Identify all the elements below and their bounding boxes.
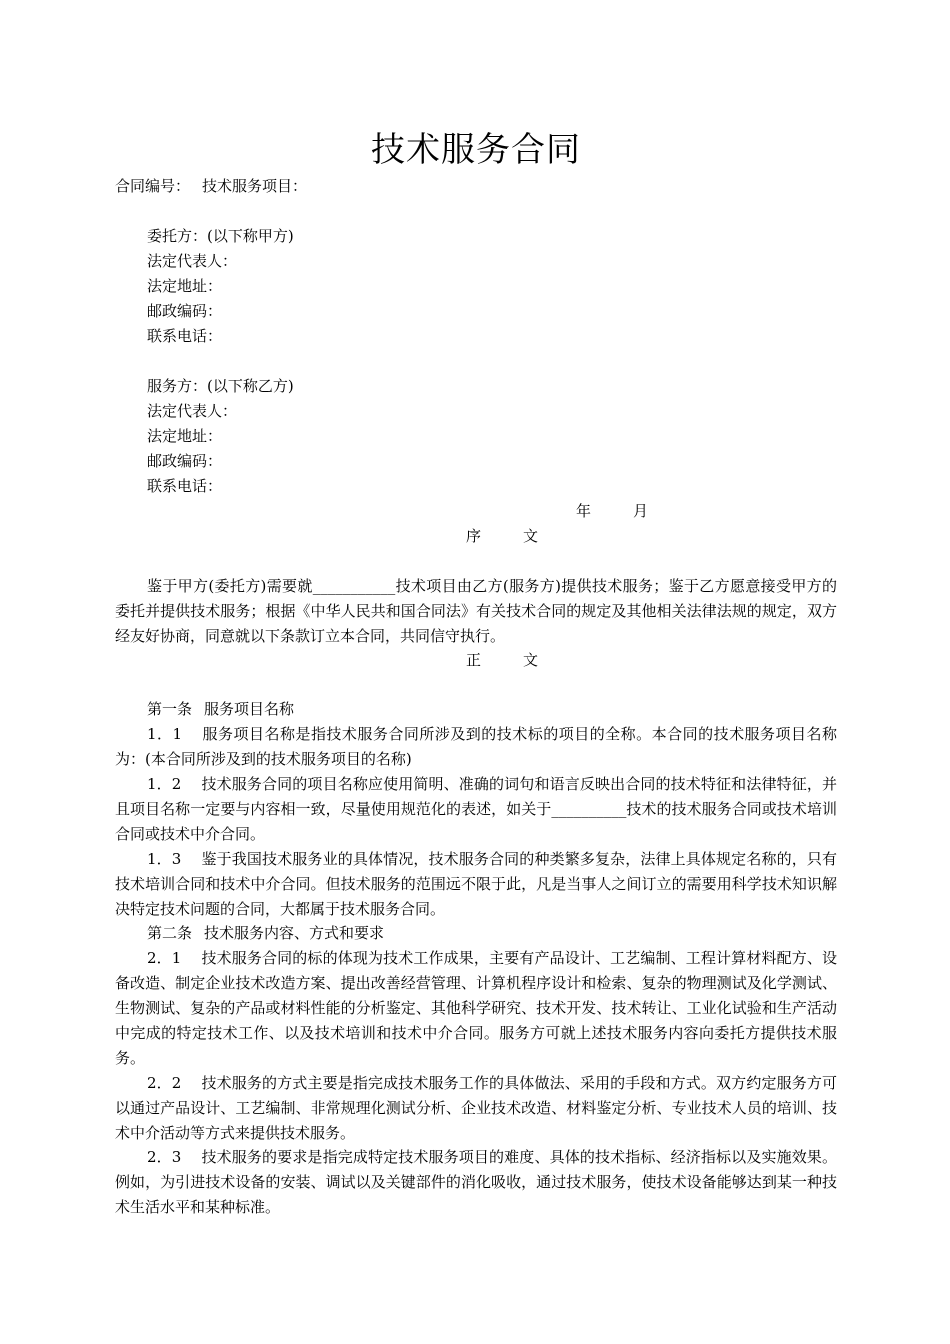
clause-2-3-text: 技术服务的要求是指完成特定技术服务项目的难度、具体的技术指标、经济指标以及实施效果。例如，为引进技术设备的安装、调试以及关键部件的消化吸收，通过技术服务，使技术设备能够达到某一种技术生活水平和某种标准。 [115, 1148, 837, 1216]
body-heading-char2: 文 [523, 651, 539, 669]
contract-no-label: 合同编号： [115, 177, 191, 195]
clause-1-3-no: 1．3 [147, 850, 182, 868]
clause-1-1-text: 服务项目名称是指技术服务合同所涉及到的技术标的项目的全称。本合同的技术服务项目名称为：(本合同所涉及到的技术服务项目的名称) [115, 725, 837, 768]
clause-1-3-text: 鉴于我国技术服务业的具体情况，技术服务合同的种类繁多复杂，法律上具体规定名称的，只有技术培训合同和技术中介合同。但技术服务的范围远不限于此，凡是当事人之间订立的需要用科学技术知识解决特定技术问题的合同，大都属于技术服务合同。 [115, 850, 837, 918]
party-b-address: 法定地址： [147, 427, 223, 445]
clause-1-1 [115, 722, 837, 772]
article-2-no: 第二条 [147, 924, 193, 942]
party-b-name: 服务方：(以下称乙方) [147, 377, 294, 395]
party-a-postcode: 邮政编码： [147, 302, 223, 320]
clause-2-2-no: 2．2 [147, 1074, 182, 1092]
preamble-paragraph: 鉴于甲方(委托方)需要就___________技术项目由乙方(服务方)提供技术服务；鉴于乙方愿意接受甲方的委托并提供技术服务；根据《中华人民共和国合同法》有关技术合同的规定及其他相关法律法规的规定，双方经友好协商，同意就以下条款订立本合同，共同信守执行。 [115, 577, 837, 645]
preamble-heading-char1: 序 [466, 527, 482, 545]
clause-2-1-no: 2．1 [147, 949, 182, 967]
preamble-heading-char2: 文 [523, 527, 539, 545]
body-heading [466, 648, 538, 673]
header-line [115, 174, 307, 199]
party-b-postcode: 邮政编码： [147, 452, 223, 470]
preamble-heading [466, 524, 538, 549]
clause-2-1-text: 技术服务合同的标的体现为技术工作成果，主要有产品设计、工艺编制、工程计算材料配方、设备改造、制定企业技术改造方案、提出改善经营管理、计算机程序设计和检索、复杂的物理测试及化学测试、生物测试、复杂的产品或材料性能的分析鉴定、其他科学研究、技术开发、技术转让、工业化试验和生产活动中完成的特定技术工作、以及技术培训和技术中介合同。服务方可就上述技术服务内容向委托方提供技术服务。 [115, 949, 837, 1067]
clause-2-2 [115, 1071, 837, 1146]
article-2-title: 技术服务内容、方式和要求 [204, 924, 385, 942]
body-heading-char1: 正 [466, 651, 482, 669]
article-1-no: 第一条 [147, 700, 193, 718]
article-1-heading [147, 697, 294, 722]
clause-2-1 [115, 946, 837, 1071]
clause-2-3-no: 2．3 [147, 1148, 182, 1166]
party-a-phone: 联系电话： [147, 327, 223, 345]
party-a-rep: 法定代表人： [147, 252, 238, 270]
date-line [576, 499, 648, 524]
project-label: 技术服务项目： [202, 177, 308, 195]
party-a-address: 法定地址： [147, 277, 223, 295]
clause-1-3 [115, 847, 837, 922]
date-month: 月 [633, 502, 649, 520]
clause-1-1-no: 1．1 [147, 725, 183, 743]
party-b-phone: 联系电话： [147, 477, 223, 495]
clause-1-2 [115, 772, 837, 847]
party-a-name: 委托方：(以下称甲方) [147, 227, 294, 245]
date-year: 年 [576, 502, 592, 520]
clause-1-2-no: 1．2 [147, 775, 182, 793]
clause-2-2-text: 技术服务的方式主要是指完成技术服务工作的具体做法、采用的手段和方式。双方约定服务方可以通过产品设计、工艺编制、非常规理化测试分析、企业技术改造、材料鉴定分析、专业技术人员的培训、技术中介活动等方式来提供技术服务。 [115, 1074, 837, 1142]
party-b-rep: 法定代表人： [147, 402, 238, 420]
page-title: 技术服务合同 [371, 130, 581, 170]
article-1-title: 服务项目名称 [204, 700, 295, 718]
clause-2-3 [115, 1145, 837, 1220]
clause-1-2-text: 技术服务合同的项目名称应使用简明、准确的词句和语言反映出合同的技术特征和法律特征，并且项目名称一定要与内容相一致，尽量使用规范化的表述，如关于__________技术的技术服务合同或技术培训合同或技术中介合同。 [115, 775, 837, 843]
article-2-heading [147, 921, 384, 946]
contract-page [115, 0, 837, 1344]
